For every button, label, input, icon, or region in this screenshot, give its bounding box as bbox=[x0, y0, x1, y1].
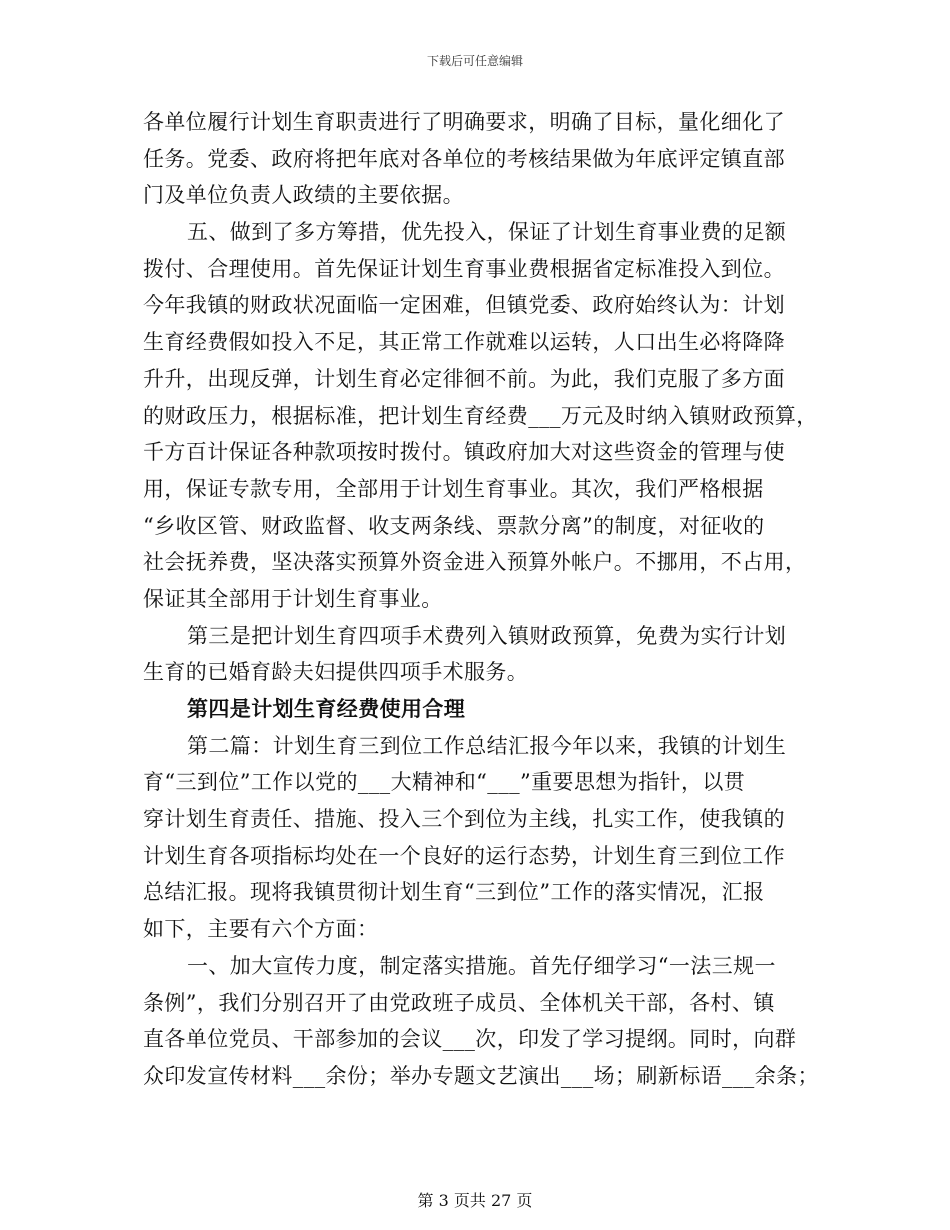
text-line: 生育经费假如投入不足，其正常工作就难以运转，人口出生必将降降 bbox=[143, 330, 785, 355]
page-footer: 第 3 页共 27 页 bbox=[417, 1191, 533, 1210]
text-line: 用，保证专款专用，全部用于计划生育事业。其次，我们严格根据 bbox=[143, 476, 764, 501]
text-line: 如下，主要有六个方面： bbox=[143, 917, 379, 942]
text-line: 直各单位党员、干部参加的会议___次，印发了学习提纲。同时，向群 bbox=[143, 1027, 797, 1052]
text-line: 千方百计保证各种款项按时拨付。镇政府加大对这些资金的管理与使 bbox=[143, 440, 785, 465]
text-line: “乡收区管、财政监督、收支两条线、票款分离”的制度，对征收的 bbox=[143, 513, 765, 538]
text-line: 保证其全部用于计划生育事业。 bbox=[143, 586, 443, 611]
text-line: 今年我镇的财政状况面临一定困难，但镇党委、政府始终认为：计划 bbox=[143, 293, 785, 318]
text-line: 升升，出现反弹，计划生育必定徘徊不前。为此，我们克服了多方面 bbox=[143, 366, 785, 391]
section-heading: 第四是计划生育经费使用合理 bbox=[187, 696, 466, 721]
text-line: 众印发宣传材料___余份；举办专题文艺演出___场；刷新标语___余条； bbox=[143, 1063, 819, 1088]
text-line: 五、做到了多方筹措，优先投入，保证了计划生育事业费的足额 bbox=[187, 220, 787, 245]
text-line: 生育的已婚育龄夫妇提供四项手术服务。 bbox=[143, 660, 529, 685]
text-line: 任务。党委、政府将把年底对各单位的考核结果做为年底评定镇直部 bbox=[143, 146, 785, 171]
page-header: 下载后可任意编辑 bbox=[426, 54, 523, 68]
text-line: 条例”，我们分别召开了由党政班子成员、全体机关干部，各村、镇 bbox=[143, 990, 775, 1015]
text-line: 第三是把计划生育四项手术费列入镇财政预算，免费为实行计划 bbox=[187, 623, 787, 648]
text-line: 计划生育各项指标均处在一个良好的运行态势，计划生育三到位工作 bbox=[143, 843, 785, 868]
document-body bbox=[143, 104, 823, 1095]
text-line: 第二篇：计划生育三到位工作总结汇报今年以来，我镇的计划生 bbox=[187, 733, 787, 758]
text-line: 一、加大宣传力度，制定落实措施。首先仔细学习“一法三规一 bbox=[187, 953, 776, 978]
text-line: 门及单位负责人政绩的主要依据。 bbox=[143, 183, 464, 208]
text-line: 各单位履行计划生育职责进行了明确要求，明确了目标，量化细化了 bbox=[143, 110, 785, 134]
text-line: 育“三到位”工作以党的___大精神和“___”重要思想为指针，以贯 bbox=[143, 770, 746, 795]
text-line: 穿计划生育责任、措施、投入三个到位为主线，扎实工作，使我镇的 bbox=[143, 807, 785, 832]
text-line: 社会抚养费，坚决落实预算外资金进入预算外帐户。不挪用，不占用， bbox=[143, 550, 807, 575]
text-line: 拨付、合理使用。首先保证计划生育事业费根据省定标准投入到位。 bbox=[143, 256, 785, 281]
text-line: 总结汇报。现将我镇贯彻计划生育“三到位”工作的落实情况，汇报 bbox=[143, 880, 765, 905]
text-line: 的财政压力，根据标准，把计划生育经费___万元及时纳入镇财政预算， bbox=[143, 403, 818, 428]
